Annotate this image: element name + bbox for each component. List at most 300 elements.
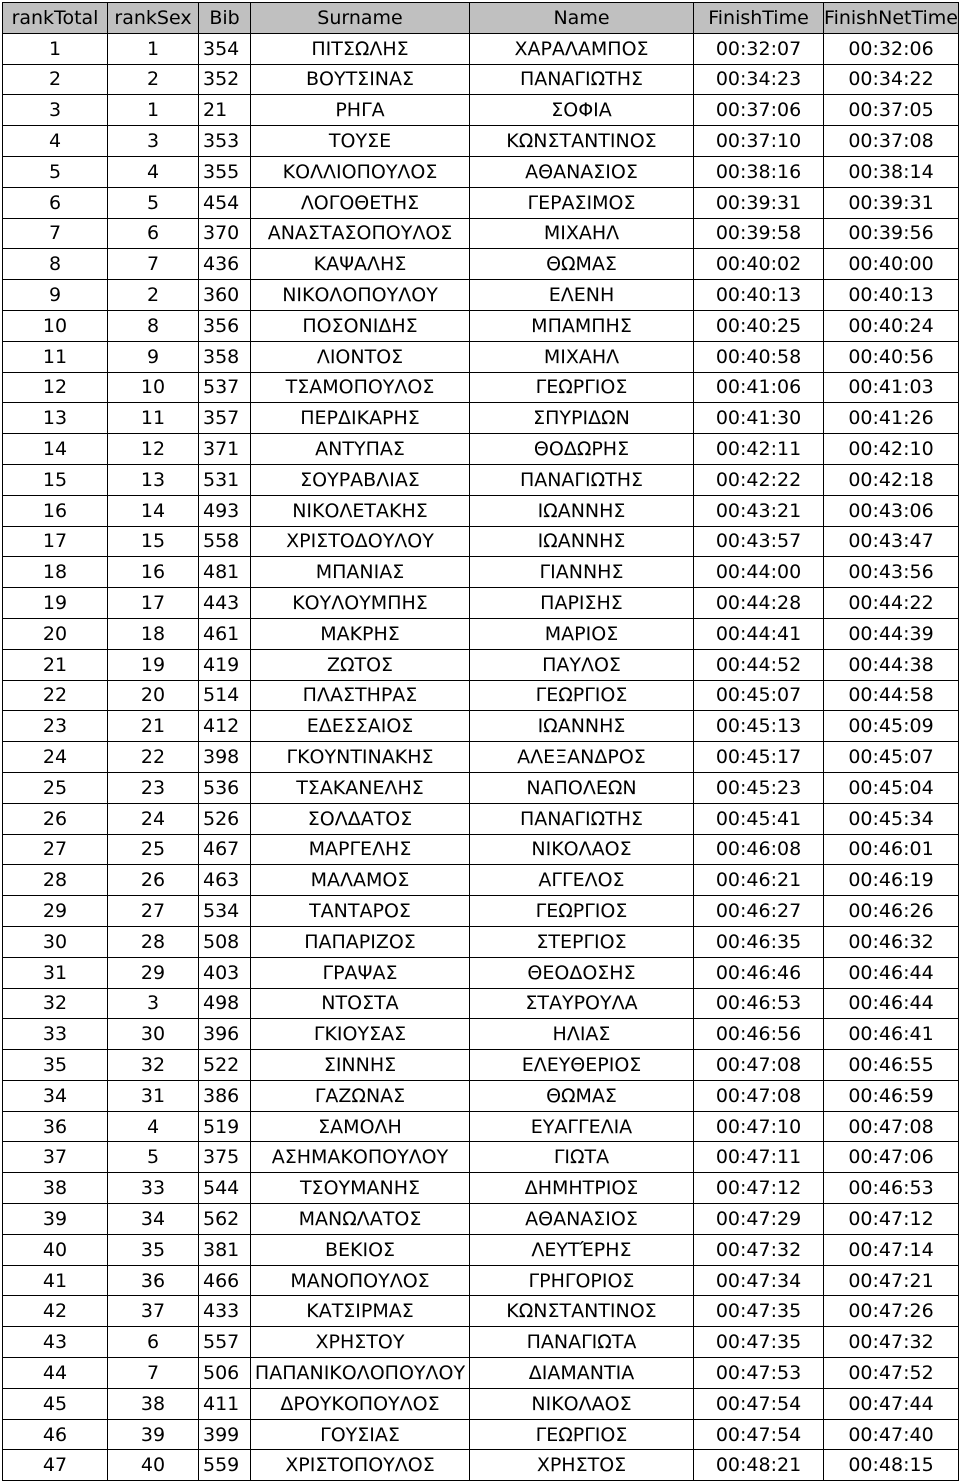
cell-bib: 381 xyxy=(199,1234,251,1265)
cell-bib: 396 xyxy=(199,1019,251,1050)
cell-rank-sex: 28 xyxy=(108,926,199,957)
cell-bib: 463 xyxy=(199,865,251,896)
cell-finish-net-time: 00:44:22 xyxy=(824,588,959,619)
cell-surname: ΝΙΚΟΛΟΠΟΥΛΟΥ xyxy=(251,280,470,311)
cell-finish-net-time: 00:40:24 xyxy=(824,310,959,341)
cell-finish-net-time: 00:47:21 xyxy=(824,1265,959,1296)
table-row xyxy=(3,742,959,773)
cell-surname: ΣΟΥΡΑΒΛΙΑΣ xyxy=(251,464,470,495)
cell-finish-net-time: 00:44:38 xyxy=(824,649,959,680)
table-row xyxy=(3,1050,959,1081)
cell-name: ΜΑΡΙΟΣ xyxy=(470,618,694,649)
cell-name: ΣΤΑΥΡΟΥΛΑ xyxy=(470,988,694,1019)
cell-rank-sex: 34 xyxy=(108,1204,199,1235)
cell-surname: ΝΤΟΣΤΑ xyxy=(251,988,470,1019)
cell-rank-total: 34 xyxy=(3,1080,108,1111)
cell-rank-total: 10 xyxy=(3,310,108,341)
cell-surname: ΣΙΝΝΗΣ xyxy=(251,1050,470,1081)
cell-rank-sex: 7 xyxy=(108,1358,199,1389)
cell-name: ΔΙΑΜΑΝΤΙΑ xyxy=(470,1358,694,1389)
cell-finish-time: 00:44:28 xyxy=(694,588,824,619)
cell-bib: 498 xyxy=(199,988,251,1019)
cell-rank-sex: 4 xyxy=(108,1111,199,1142)
cell-rank-total: 47 xyxy=(3,1450,108,1481)
cell-bib: 419 xyxy=(199,649,251,680)
cell-name: ΧΡΗΣΤΟΣ xyxy=(470,1450,694,1481)
table-row xyxy=(3,649,959,680)
cell-bib: 443 xyxy=(199,588,251,619)
cell-name: ΠΑΝΑΓΙΩΤΗΣ xyxy=(470,64,694,95)
cell-rank-sex: 40 xyxy=(108,1450,199,1481)
cell-finish-time: 00:43:57 xyxy=(694,526,824,557)
table-row xyxy=(3,926,959,957)
cell-rank-sex: 29 xyxy=(108,957,199,988)
cell-name: ΣΤΕΡΓΙΟΣ xyxy=(470,926,694,957)
table-row xyxy=(3,1327,959,1358)
cell-finish-net-time: 00:32:06 xyxy=(824,33,959,64)
cell-surname: ΚΑΤΣΙΡΜΑΣ xyxy=(251,1296,470,1327)
cell-finish-time: 00:46:53 xyxy=(694,988,824,1019)
cell-rank-total: 23 xyxy=(3,711,108,742)
table-row xyxy=(3,403,959,434)
cell-finish-net-time: 00:44:39 xyxy=(824,618,959,649)
cell-name: ΚΩΝΣΤΑΝΤΙΝΟΣ xyxy=(470,1296,694,1327)
cell-name: ΜΙΧΑΗΛ xyxy=(470,341,694,372)
cell-finish-net-time: 00:46:26 xyxy=(824,896,959,927)
header-finish-time: FinishTime xyxy=(694,3,824,34)
cell-bib: 562 xyxy=(199,1204,251,1235)
cell-name: ΧΑΡΑΛΑΜΠΟΣ xyxy=(470,33,694,64)
table-row xyxy=(3,680,959,711)
cell-finish-net-time: 00:46:44 xyxy=(824,957,959,988)
cell-rank-total: 45 xyxy=(3,1388,108,1419)
cell-finish-time: 00:45:07 xyxy=(694,680,824,711)
cell-name: ΘΩΜΑΣ xyxy=(470,249,694,280)
cell-bib: 531 xyxy=(199,464,251,495)
cell-rank-total: 2 xyxy=(3,64,108,95)
cell-rank-sex: 2 xyxy=(108,280,199,311)
cell-bib: 519 xyxy=(199,1111,251,1142)
cell-bib: 375 xyxy=(199,1142,251,1173)
table-row xyxy=(3,126,959,157)
cell-rank-sex: 26 xyxy=(108,865,199,896)
cell-finish-net-time: 00:39:31 xyxy=(824,187,959,218)
cell-bib: 398 xyxy=(199,742,251,773)
cell-rank-total: 29 xyxy=(3,896,108,927)
table-row xyxy=(3,434,959,465)
cell-finish-net-time: 00:38:14 xyxy=(824,156,959,187)
cell-name: ΝΙΚΟΛΑΟΣ xyxy=(470,1388,694,1419)
cell-name: ΠΑΝΑΓΙΩΤΗΣ xyxy=(470,464,694,495)
cell-name: ΝΑΠΟΛΕΩΝ xyxy=(470,772,694,803)
table-row xyxy=(3,64,959,95)
cell-surname: ΣΑΜΟΛΗ xyxy=(251,1111,470,1142)
cell-surname: ΧΡΗΣΤΟΥ xyxy=(251,1327,470,1358)
cell-bib: 534 xyxy=(199,896,251,927)
cell-finish-net-time: 00:46:19 xyxy=(824,865,959,896)
cell-name: ΓΡΗΓΟΡΙΟΣ xyxy=(470,1265,694,1296)
cell-bib: 508 xyxy=(199,926,251,957)
cell-finish-net-time: 00:46:01 xyxy=(824,834,959,865)
cell-finish-time: 00:46:56 xyxy=(694,1019,824,1050)
cell-finish-time: 00:44:00 xyxy=(694,557,824,588)
table-row xyxy=(3,526,959,557)
cell-rank-sex: 1 xyxy=(108,33,199,64)
cell-finish-time: 00:47:08 xyxy=(694,1050,824,1081)
cell-rank-sex: 22 xyxy=(108,742,199,773)
table-row xyxy=(3,803,959,834)
table-row xyxy=(3,464,959,495)
cell-finish-time: 00:46:27 xyxy=(694,896,824,927)
table-row xyxy=(3,1296,959,1327)
cell-name: ΕΛΕΥΘΕΡΙΟΣ xyxy=(470,1050,694,1081)
cell-rank-sex: 11 xyxy=(108,403,199,434)
cell-surname: ΓΚΟΥΝΤΙΝΑΚΗΣ xyxy=(251,742,470,773)
header-finish-net-time: FinishNetTime xyxy=(824,3,959,34)
cell-finish-net-time: 00:47:08 xyxy=(824,1111,959,1142)
cell-rank-sex: 31 xyxy=(108,1080,199,1111)
cell-rank-total: 11 xyxy=(3,341,108,372)
cell-finish-net-time: 00:47:32 xyxy=(824,1327,959,1358)
cell-rank-total: 8 xyxy=(3,249,108,280)
cell-rank-sex: 10 xyxy=(108,372,199,403)
cell-name: ΑΘΑΝΑΣΙΟΣ xyxy=(470,1204,694,1235)
cell-surname: ΜΑΝΩΛΑΤΟΣ xyxy=(251,1204,470,1235)
cell-bib: 403 xyxy=(199,957,251,988)
cell-surname: ΠΑΠΑΝΙΚΟΛΟΠΟΥΛΟΥ xyxy=(251,1358,470,1389)
cell-name: ΚΩΝΣΤΑΝΤΙΝΟΣ xyxy=(470,126,694,157)
cell-rank-sex: 21 xyxy=(108,711,199,742)
cell-finish-net-time: 00:46:55 xyxy=(824,1050,959,1081)
cell-finish-time: 00:40:13 xyxy=(694,280,824,311)
cell-rank-total: 18 xyxy=(3,557,108,588)
cell-bib: 466 xyxy=(199,1265,251,1296)
cell-rank-sex: 37 xyxy=(108,1296,199,1327)
cell-bib: 358 xyxy=(199,341,251,372)
cell-bib: 558 xyxy=(199,526,251,557)
cell-bib: 522 xyxy=(199,1050,251,1081)
cell-rank-sex: 16 xyxy=(108,557,199,588)
header-name: Name xyxy=(470,3,694,34)
cell-rank-total: 16 xyxy=(3,495,108,526)
cell-finish-time: 00:40:58 xyxy=(694,341,824,372)
cell-bib: 537 xyxy=(199,372,251,403)
cell-rank-total: 32 xyxy=(3,988,108,1019)
cell-surname: ΜΑΝΟΠΟΥΛΟΣ xyxy=(251,1265,470,1296)
table-row xyxy=(3,280,959,311)
cell-finish-net-time: 00:41:03 xyxy=(824,372,959,403)
cell-rank-total: 20 xyxy=(3,618,108,649)
cell-finish-time: 00:41:30 xyxy=(694,403,824,434)
cell-finish-net-time: 00:40:13 xyxy=(824,280,959,311)
cell-bib: 461 xyxy=(199,618,251,649)
cell-surname: ΤΣΑΚΑΝΕΛΗΣ xyxy=(251,772,470,803)
cell-finish-time: 00:34:23 xyxy=(694,64,824,95)
cell-rank-total: 33 xyxy=(3,1019,108,1050)
cell-surname: ΝΙΚΟΛΕΤΑΚΗΣ xyxy=(251,495,470,526)
cell-name: ΓΕΩΡΓΙΟΣ xyxy=(470,1419,694,1450)
cell-surname: ΓΡΑΨΑΣ xyxy=(251,957,470,988)
cell-rank-sex: 23 xyxy=(108,772,199,803)
cell-bib: 352 xyxy=(199,64,251,95)
cell-surname: ΧΡΙΣΤΟΠΟΥΛΟΣ xyxy=(251,1450,470,1481)
cell-bib: 559 xyxy=(199,1450,251,1481)
cell-finish-net-time: 00:47:40 xyxy=(824,1419,959,1450)
table-row xyxy=(3,957,959,988)
cell-name: ΛΕΥΤΈΡΗΣ xyxy=(470,1234,694,1265)
cell-finish-time: 00:38:16 xyxy=(694,156,824,187)
table-row xyxy=(3,187,959,218)
cell-bib: 536 xyxy=(199,772,251,803)
cell-name: ΙΩΑΝΝΗΣ xyxy=(470,711,694,742)
cell-finish-time: 00:47:54 xyxy=(694,1388,824,1419)
cell-name: ΓΕΩΡΓΙΟΣ xyxy=(470,896,694,927)
cell-rank-sex: 1 xyxy=(108,95,199,126)
cell-name: ΙΩΑΝΝΗΣ xyxy=(470,495,694,526)
cell-rank-sex: 24 xyxy=(108,803,199,834)
cell-bib: 21 xyxy=(199,95,251,126)
table-row xyxy=(3,156,959,187)
cell-rank-sex: 12 xyxy=(108,434,199,465)
table-row xyxy=(3,95,959,126)
cell-bib: 386 xyxy=(199,1080,251,1111)
cell-finish-time: 00:46:08 xyxy=(694,834,824,865)
cell-rank-total: 12 xyxy=(3,372,108,403)
cell-finish-net-time: 00:47:52 xyxy=(824,1358,959,1389)
cell-name: ΠΑΝΑΓΙΩΤΑ xyxy=(470,1327,694,1358)
cell-finish-time: 00:47:12 xyxy=(694,1173,824,1204)
cell-finish-net-time: 00:48:15 xyxy=(824,1450,959,1481)
cell-name: ΘΩΜΑΣ xyxy=(470,1080,694,1111)
cell-rank-sex: 2 xyxy=(108,64,199,95)
cell-surname: ΡΗΓΑ xyxy=(251,95,470,126)
cell-name: ΠΑΡΙΣΗΣ xyxy=(470,588,694,619)
cell-finish-time: 00:45:23 xyxy=(694,772,824,803)
cell-surname: ΜΠΑΝΙΑΣ xyxy=(251,557,470,588)
cell-surname: ΑΝΑΣΤΑΣΟΠΟΥΛΟΣ xyxy=(251,218,470,249)
cell-finish-net-time: 00:37:08 xyxy=(824,126,959,157)
cell-rank-total: 15 xyxy=(3,464,108,495)
cell-rank-total: 28 xyxy=(3,865,108,896)
cell-bib: 454 xyxy=(199,187,251,218)
cell-finish-time: 00:37:06 xyxy=(694,95,824,126)
cell-rank-total: 21 xyxy=(3,649,108,680)
table-row xyxy=(3,1204,959,1235)
cell-finish-net-time: 00:43:06 xyxy=(824,495,959,526)
cell-bib: 411 xyxy=(199,1388,251,1419)
cell-finish-net-time: 00:40:00 xyxy=(824,249,959,280)
cell-rank-total: 38 xyxy=(3,1173,108,1204)
cell-rank-sex: 33 xyxy=(108,1173,199,1204)
cell-rank-sex: 5 xyxy=(108,1142,199,1173)
table-row xyxy=(3,618,959,649)
cell-surname: ΓΟΥΣΙΑΣ xyxy=(251,1419,470,1450)
cell-rank-total: 22 xyxy=(3,680,108,711)
cell-rank-sex: 39 xyxy=(108,1419,199,1450)
cell-rank-total: 13 xyxy=(3,403,108,434)
cell-name: ΓΙΩΤΑ xyxy=(470,1142,694,1173)
cell-rank-sex: 32 xyxy=(108,1050,199,1081)
table-row xyxy=(3,1019,959,1050)
cell-finish-net-time: 00:41:26 xyxy=(824,403,959,434)
cell-finish-time: 00:43:21 xyxy=(694,495,824,526)
cell-name: ΓΕΩΡΓΙΟΣ xyxy=(470,372,694,403)
cell-finish-net-time: 00:46:59 xyxy=(824,1080,959,1111)
cell-rank-total: 46 xyxy=(3,1419,108,1450)
cell-rank-total: 35 xyxy=(3,1050,108,1081)
cell-rank-sex: 14 xyxy=(108,495,199,526)
cell-finish-net-time: 00:46:44 xyxy=(824,988,959,1019)
cell-finish-net-time: 00:47:44 xyxy=(824,1388,959,1419)
cell-bib: 514 xyxy=(199,680,251,711)
table-row xyxy=(3,834,959,865)
table-row xyxy=(3,1419,959,1450)
cell-surname: ΖΩΤΟΣ xyxy=(251,649,470,680)
cell-finish-time: 00:48:21 xyxy=(694,1450,824,1481)
cell-name: ΜΙΧΑΗΛ xyxy=(470,218,694,249)
cell-surname: ΠΑΠΑΡΙΖΟΣ xyxy=(251,926,470,957)
cell-rank-total: 37 xyxy=(3,1142,108,1173)
cell-surname: ΠΛΑΣΤΗΡΑΣ xyxy=(251,680,470,711)
table-row xyxy=(3,1173,959,1204)
cell-finish-net-time: 00:39:56 xyxy=(824,218,959,249)
cell-surname: ΜΑΡΓΕΛΗΣ xyxy=(251,834,470,865)
cell-rank-total: 26 xyxy=(3,803,108,834)
cell-rank-total: 3 xyxy=(3,95,108,126)
cell-finish-time: 00:46:46 xyxy=(694,957,824,988)
cell-bib: 370 xyxy=(199,218,251,249)
cell-rank-sex: 35 xyxy=(108,1234,199,1265)
cell-finish-time: 00:45:17 xyxy=(694,742,824,773)
cell-name: ΣΠΥΡΙΔΩΝ xyxy=(470,403,694,434)
cell-bib: 433 xyxy=(199,1296,251,1327)
cell-name: ΘΟΔΩΡΗΣ xyxy=(470,434,694,465)
cell-surname: ΒΕΚΙΟΣ xyxy=(251,1234,470,1265)
cell-bib: 557 xyxy=(199,1327,251,1358)
cell-bib: 506 xyxy=(199,1358,251,1389)
cell-finish-net-time: 00:43:47 xyxy=(824,526,959,557)
cell-name: ΑΓΓΕΛΟΣ xyxy=(470,865,694,896)
cell-bib: 357 xyxy=(199,403,251,434)
cell-name: ΕΥΑΓΓΕΛΙΑ xyxy=(470,1111,694,1142)
cell-finish-time: 00:47:53 xyxy=(694,1358,824,1389)
table-row xyxy=(3,1080,959,1111)
cell-rank-sex: 30 xyxy=(108,1019,199,1050)
cell-rank-total: 6 xyxy=(3,187,108,218)
results-body xyxy=(3,33,959,1480)
cell-rank-sex: 3 xyxy=(108,126,199,157)
cell-finish-time: 00:47:32 xyxy=(694,1234,824,1265)
cell-finish-net-time: 00:42:18 xyxy=(824,464,959,495)
cell-finish-time: 00:39:58 xyxy=(694,218,824,249)
cell-rank-total: 41 xyxy=(3,1265,108,1296)
cell-bib: 356 xyxy=(199,310,251,341)
table-row xyxy=(3,988,959,1019)
cell-finish-time: 00:47:34 xyxy=(694,1265,824,1296)
table-row xyxy=(3,1388,959,1419)
cell-finish-time: 00:32:07 xyxy=(694,33,824,64)
cell-name: ΓΙΑΝΝΗΣ xyxy=(470,557,694,588)
table-row xyxy=(3,1450,959,1481)
cell-finish-time: 00:45:13 xyxy=(694,711,824,742)
cell-surname: ΜΑΚΡΗΣ xyxy=(251,618,470,649)
cell-name: ΝΙΚΟΛΑΟΣ xyxy=(470,834,694,865)
cell-rank-total: 27 xyxy=(3,834,108,865)
cell-finish-time: 00:44:41 xyxy=(694,618,824,649)
cell-finish-time: 00:45:41 xyxy=(694,803,824,834)
table-row xyxy=(3,218,959,249)
cell-rank-total: 25 xyxy=(3,772,108,803)
table-row xyxy=(3,310,959,341)
cell-rank-sex: 15 xyxy=(108,526,199,557)
cell-surname: ΕΔΕΣΣΑΙΟΣ xyxy=(251,711,470,742)
table-row xyxy=(3,1234,959,1265)
cell-finish-time: 00:47:35 xyxy=(694,1296,824,1327)
cell-finish-net-time: 00:45:04 xyxy=(824,772,959,803)
cell-rank-total: 44 xyxy=(3,1358,108,1389)
cell-rank-total: 36 xyxy=(3,1111,108,1142)
cell-surname: ΠΕΡΔΙΚΑΡΗΣ xyxy=(251,403,470,434)
cell-rank-total: 19 xyxy=(3,588,108,619)
cell-finish-net-time: 00:46:32 xyxy=(824,926,959,957)
table-row xyxy=(3,372,959,403)
cell-surname: ΤΣΟΥΜΑΝΗΣ xyxy=(251,1173,470,1204)
cell-rank-sex: 3 xyxy=(108,988,199,1019)
cell-finish-net-time: 00:45:34 xyxy=(824,803,959,834)
cell-finish-net-time: 00:47:06 xyxy=(824,1142,959,1173)
cell-surname: ΔΡΟΥΚΟΠΟΥΛΟΣ xyxy=(251,1388,470,1419)
cell-finish-net-time: 00:47:14 xyxy=(824,1234,959,1265)
cell-bib: 355 xyxy=(199,156,251,187)
cell-finish-net-time: 00:46:41 xyxy=(824,1019,959,1050)
cell-rank-total: 9 xyxy=(3,280,108,311)
cell-surname: ΣΟΛΔΑΤΟΣ xyxy=(251,803,470,834)
cell-bib: 412 xyxy=(199,711,251,742)
results-table xyxy=(2,2,959,1481)
header-surname: Surname xyxy=(251,3,470,34)
cell-rank-sex: 6 xyxy=(108,1327,199,1358)
cell-surname: ΑΝΤΥΠΑΣ xyxy=(251,434,470,465)
cell-surname: ΓΚΙΟΥΣΑΣ xyxy=(251,1019,470,1050)
cell-rank-total: 30 xyxy=(3,926,108,957)
cell-rank-sex: 9 xyxy=(108,341,199,372)
cell-rank-total: 43 xyxy=(3,1327,108,1358)
cell-bib: 436 xyxy=(199,249,251,280)
cell-rank-total: 40 xyxy=(3,1234,108,1265)
cell-surname: ΤΑΝΤΑΡΟΣ xyxy=(251,896,470,927)
header-rank-sex: rankSex xyxy=(108,3,199,34)
cell-rank-total: 14 xyxy=(3,434,108,465)
cell-rank-sex: 19 xyxy=(108,649,199,680)
cell-bib: 467 xyxy=(199,834,251,865)
cell-finish-time: 00:39:31 xyxy=(694,187,824,218)
cell-name: ΓΕΡΑΣΙΜΟΣ xyxy=(470,187,694,218)
cell-name: ΔΗΜΗΤΡΙΟΣ xyxy=(470,1173,694,1204)
table-row xyxy=(3,495,959,526)
cell-rank-sex: 38 xyxy=(108,1388,199,1419)
cell-finish-time: 00:41:06 xyxy=(694,372,824,403)
table-row xyxy=(3,1265,959,1296)
cell-rank-sex: 6 xyxy=(108,218,199,249)
header-bib: Bib xyxy=(199,3,251,34)
header-row xyxy=(3,3,959,34)
header-rank-total: rankTotal xyxy=(3,3,108,34)
cell-surname: ΠΙΤΣΩΛΗΣ xyxy=(251,33,470,64)
cell-surname: ΤΣΑΜΟΠΟΥΛΟΣ xyxy=(251,372,470,403)
cell-name: ΑΛΕΞΑΝΔΡΟΣ xyxy=(470,742,694,773)
cell-finish-time: 00:40:02 xyxy=(694,249,824,280)
table-row xyxy=(3,1142,959,1173)
